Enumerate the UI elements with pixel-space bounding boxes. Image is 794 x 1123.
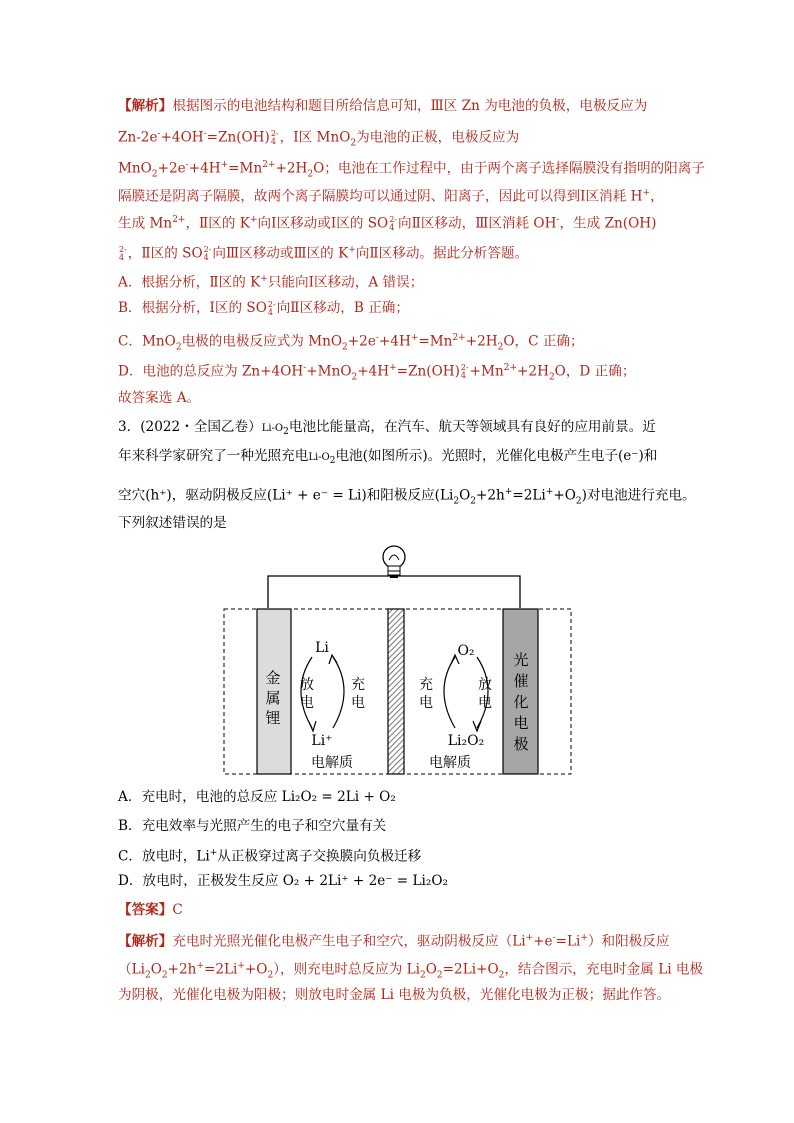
- analysis-line-6: 2- 4 ，Ⅱ区的 SO 2- 4 向Ⅲ区移动或Ⅲ区的 K+向Ⅱ区移动。据此分析答题。: [119, 245, 529, 263]
- right-electrode-label-4: 电: [513, 714, 529, 732]
- discharge-left-1: 放: [300, 677, 314, 693]
- charge-right-2: 电: [419, 695, 433, 711]
- analysis-option-a: A．根据分析，Ⅱ区的 K+只能向Ⅰ区移动，A 错误；: [118, 274, 424, 291]
- o2-label: O₂: [457, 643, 475, 659]
- analysis-line-3: $MnO_2+2e^-+4H^+=Mn^{2+}+2H_2O$；电池在工作过程中，由于两个离子选择隔膜没有指明的阳离子: [118, 160, 705, 180]
- left-electrode-label-3: 锂: [265, 709, 281, 727]
- right-electrode-label-1: 光: [513, 651, 529, 669]
- analysis-line-5: 生成 $Mn^{2+}$，Ⅱ区的 K+向Ⅰ区移动或Ⅰ区的 SO 2- 4 向Ⅱ区移动，Ⅲ区消耗 OH-，生成 Zn(OH): [118, 215, 657, 233]
- discharge-left-2: 电: [300, 695, 314, 711]
- analysis-final: 故答案选 A。: [118, 390, 201, 406]
- analysis-option-d: D．电池的总反应为 Zn+4OH-+MnO$_2$+4H+=Zn(OH) 2- 4 $+Mn^{2+}+2H_2O$，D 正确；: [118, 363, 636, 383]
- option-d: D．放电时，正极发生反应 O₂ + 2Li⁺ + 2e⁻ = Li₂O₂: [118, 873, 448, 889]
- external-wire: [268, 576, 520, 608]
- li2o2-label: Li₂O₂: [447, 733, 485, 749]
- right-electrode-label-5: 极: [513, 735, 529, 753]
- left-electrode-label-1: 金: [265, 669, 281, 687]
- option-c: C．放电时，Li+从正极穿过离子交换膜向负极迁移: [118, 848, 422, 865]
- option-a: A．充电时，电池的总反应 Li₂O₂ = 2Li + O₂: [118, 789, 396, 805]
- answer-value: C: [172, 902, 183, 918]
- analysis2-line-1: 【解析】充电时光照光催化电极产生电子和空穴，驱动阴极反应（Li++e-=Li+）和阳极反应: [118, 933, 670, 950]
- answer-tag: 【答案】: [118, 902, 173, 918]
- analysis-option-c: C．MnO$_2$电极的电极反应式为 $MnO_2+2e^-+4H^+=Mn^{2+}+2H_2O$，C 正确；: [118, 333, 584, 353]
- analysis2-line-2: $(Li_2O_2+2h^+=2Li^++O_2)$，则充电时总反应为 $Li_2O_2=2Li+O_2$，结合图示，充电时金属 Li 电极: [118, 961, 704, 981]
- analysis-option-b: B．根据分析，Ⅰ区的 SO 2- 4 向Ⅱ区移动，B 正确；: [118, 299, 409, 317]
- analysis-line-2: Zn-2e-+4OH-=Zn(OH) 2- 4 ，Ⅰ区 MnO$_2$为电池的正极，电极反应为: [118, 129, 520, 149]
- question-line-1: 3．(2022・全国乙卷）$Li-O_2$电池比能量高，在汽车、航天等领域具有良好的应用前景。近: [118, 419, 656, 437]
- charge-right-1: 充: [419, 677, 433, 693]
- discharge-right-1: 放: [478, 677, 492, 693]
- analysis-line-1: 【解析】根据图示的电池结构和题目所给信息可知，Ⅲ区 Zn 为电池的负极，电极反应为: [118, 98, 648, 114]
- right-electrode-label-2: 催: [513, 672, 529, 690]
- question-line-3: 空穴(h⁺)，驱动阴极反应(Li⁺ + e⁻ = Li)和阳极反应$(Li_2O_2+2h^+=2Li^++O_2)$对电池进行充电。: [118, 487, 696, 507]
- option-b: B．充电效率与光照产生的电子和空穴量有关: [118, 818, 387, 834]
- charge-left-2: 电: [351, 695, 365, 711]
- electrolyte-right: 电解质: [429, 755, 471, 771]
- analysis2-tag: 【解析】: [118, 933, 173, 950]
- left-electrode-label-2: 属: [265, 689, 281, 707]
- lightbulb-icon: [383, 546, 405, 578]
- question-line-4: 下列叙述错误的是: [118, 515, 227, 531]
- electrolyte-left: 电解质: [311, 755, 353, 771]
- li-label: Li: [315, 640, 329, 656]
- charge-left-1: 充: [351, 677, 365, 693]
- analysis2-line-3: 为阴极，光催化电极为阳极；则放电时金属 Li 电极为负极，光催化电极为正极；据此作答。: [118, 987, 671, 1003]
- ion-exchange-membrane: [388, 609, 404, 774]
- right-electrode-label-3: 化: [513, 693, 529, 711]
- analysis-tag: 【解析】: [118, 98, 173, 114]
- question-line-2: 年来科学家研究了一种光照充电$Li-O_2$电池(如图所示)。光照时，光催化电极产生电子(e⁻)和: [118, 448, 658, 466]
- answer-line: [118, 900, 183, 920]
- li-ion-label: Li⁺: [311, 733, 333, 749]
- analysis-line-4: 隔膜还是阴离子隔膜，故两个离子隔膜均可以通过阴、阳离子，因此可以得到Ⅰ区消耗 H+，: [118, 188, 664, 205]
- discharge-right-2: 电: [478, 695, 492, 711]
